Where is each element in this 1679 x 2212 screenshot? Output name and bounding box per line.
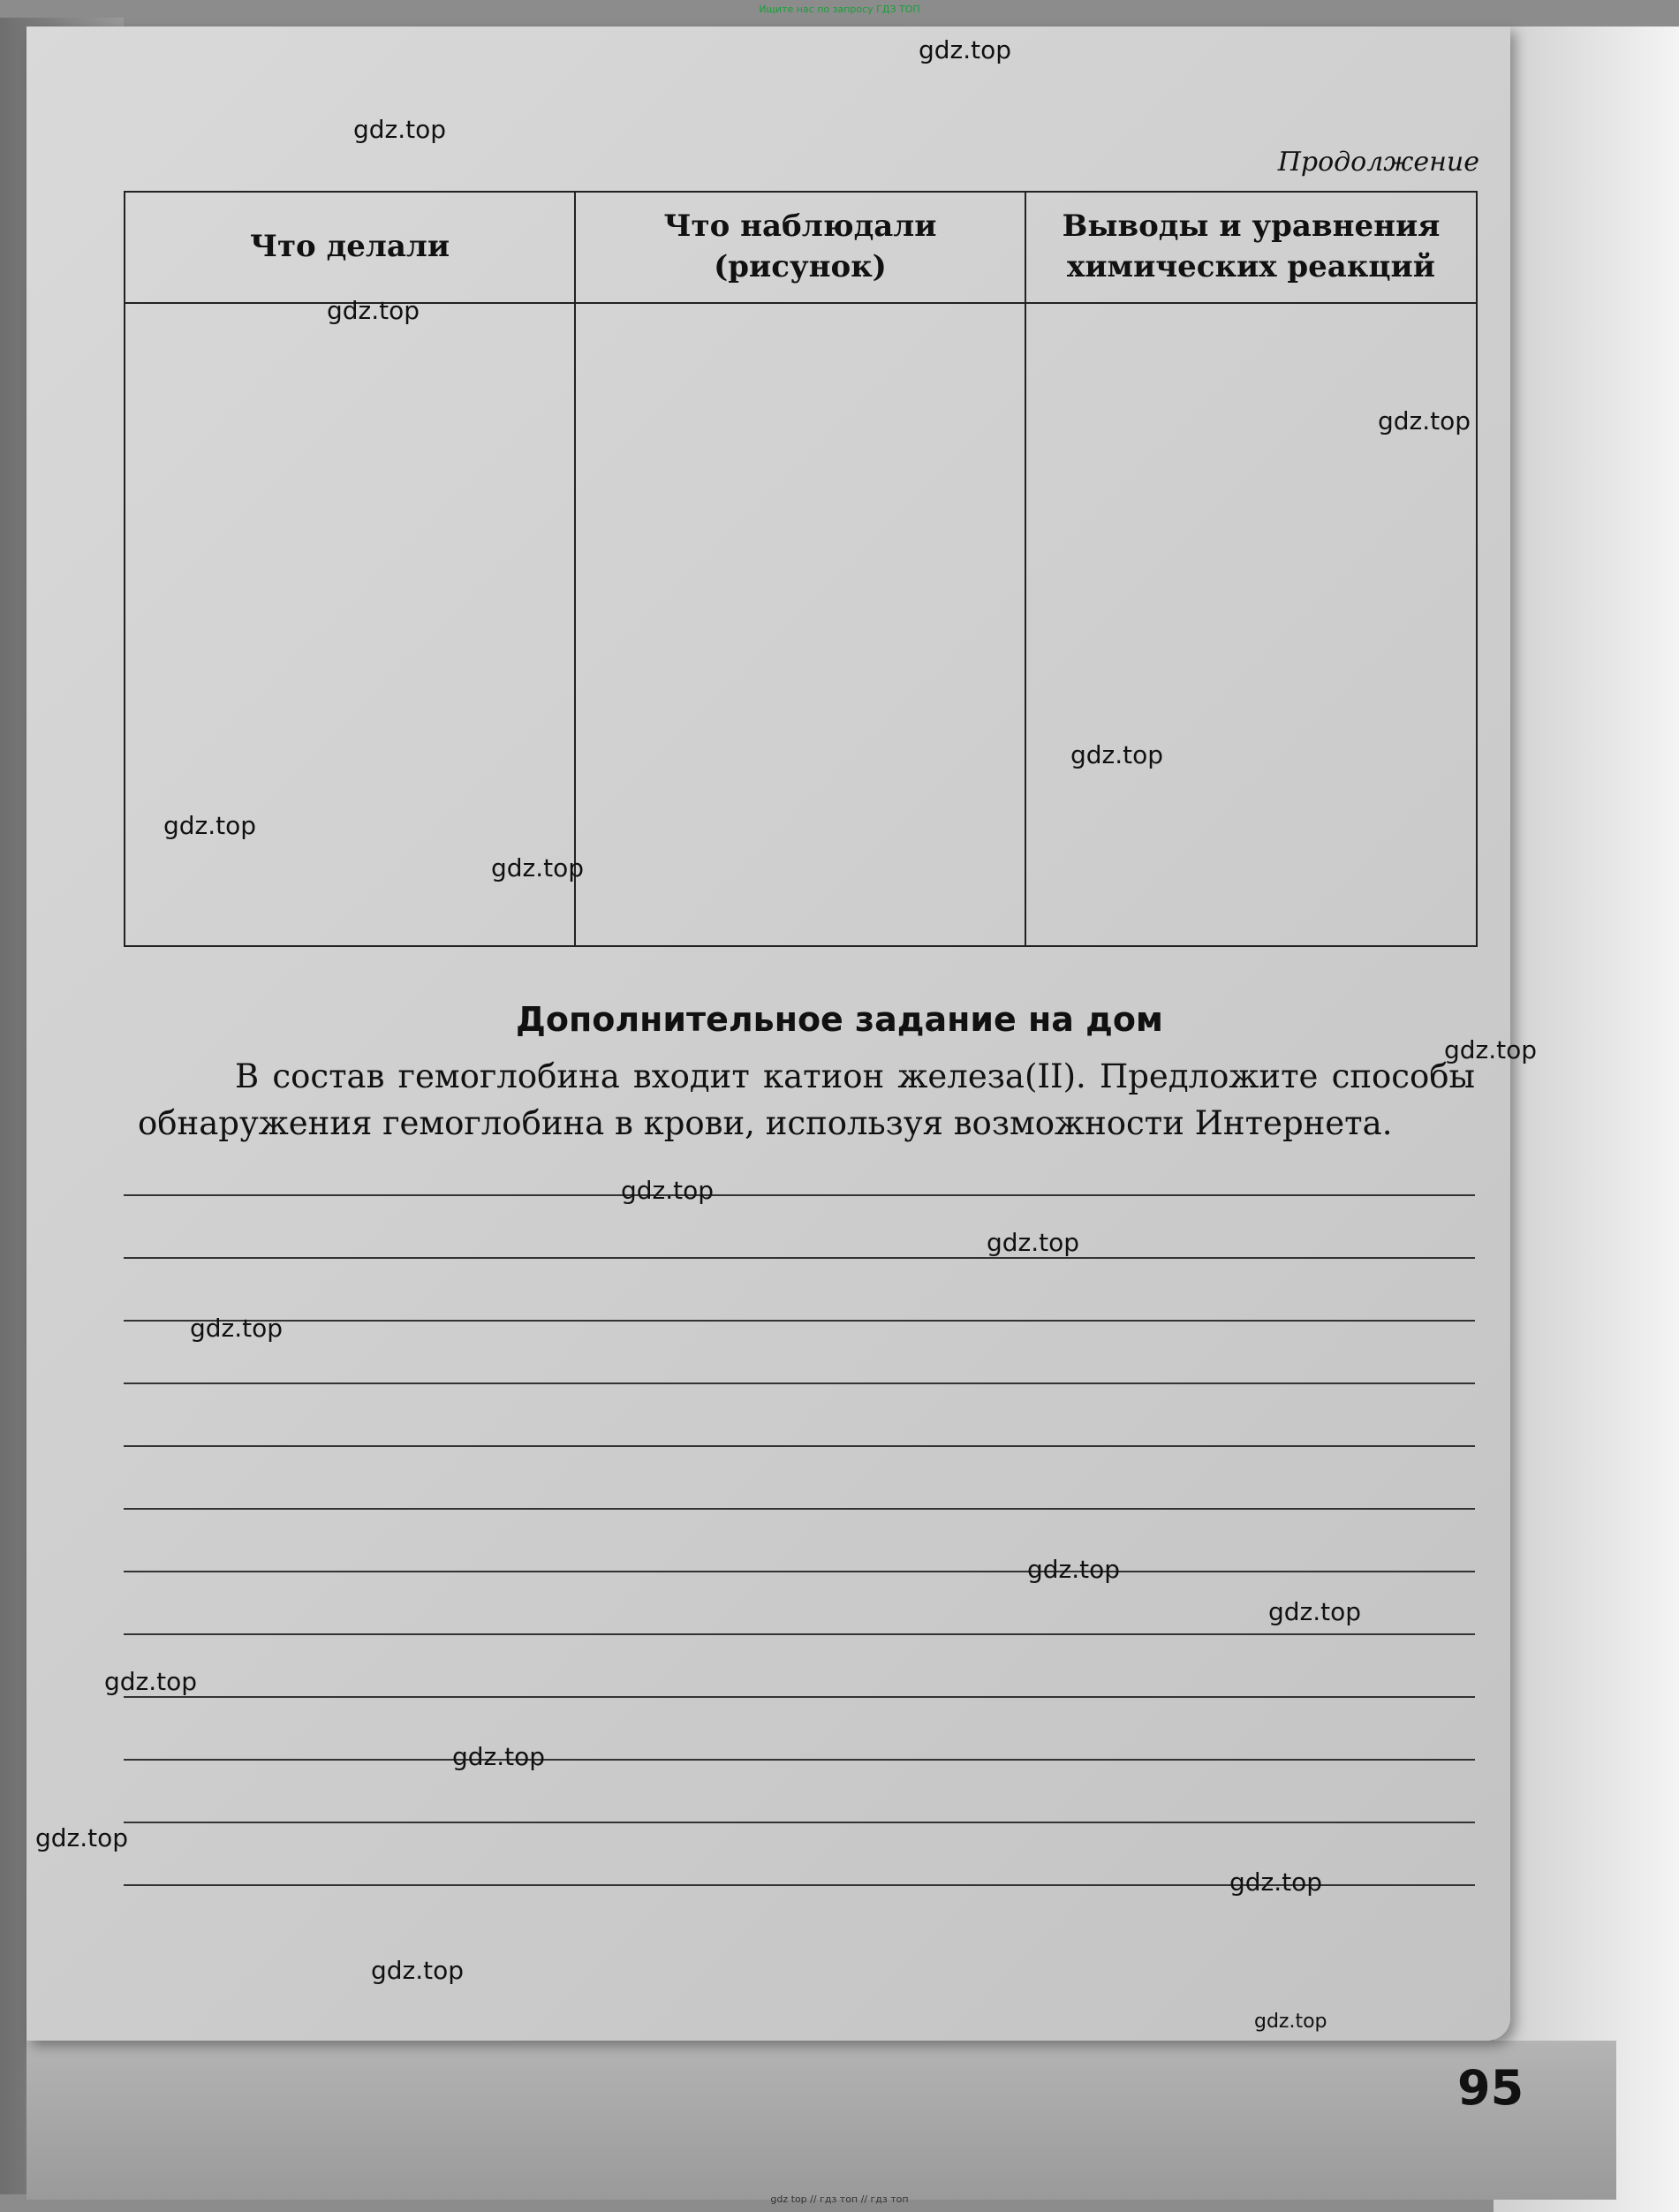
watermark: gdz.top (1070, 740, 1164, 769)
answer-line[interactable] (124, 1257, 1475, 1259)
watermark: gdz.top (371, 1956, 465, 1985)
answer-line[interactable] (124, 1759, 1475, 1761)
answer-line[interactable] (124, 1633, 1475, 1635)
watermark: gdz.top (104, 1667, 198, 1696)
watermark: gdz.top (1378, 406, 1471, 436)
top-banner[interactable]: Ищите нас по запросу ГДЗ ТОП (759, 4, 920, 15)
header-label: Что делали (249, 229, 450, 265)
watermark: gdz.top (190, 1314, 284, 1343)
answer-line[interactable] (124, 1194, 1475, 1196)
watermark: gdz.top (491, 853, 585, 883)
watermark: gdz.top (919, 35, 1012, 64)
watermark: gdz.top (327, 296, 420, 325)
watermark: gdz.top (987, 1228, 1080, 1257)
watermark: gdz.top (621, 1176, 715, 1205)
watermark: gdz.top (1027, 1555, 1121, 1584)
answer-cell-conclusions[interactable] (1025, 303, 1477, 946)
watermark: gdz.top (1444, 1035, 1538, 1064)
page-edge (1494, 27, 1679, 2212)
answer-line[interactable] (124, 1382, 1475, 1384)
footer-banner[interactable]: gdz top // гдз топ // гдз топ (770, 2193, 909, 2205)
header-label: Выводы и уравнения химических реакций (1062, 208, 1441, 284)
answer-line[interactable] (124, 1696, 1475, 1698)
answer-cell-what-observed[interactable] (575, 303, 1025, 946)
header-label: Что наблюдали (рисунок) (663, 208, 937, 284)
table-answer-row (125, 303, 1477, 946)
continuation-label: Продолжение (1277, 147, 1479, 178)
answer-lines[interactable] (124, 1194, 1475, 1947)
task-paragraph (138, 1053, 1475, 1147)
answer-line[interactable] (124, 1445, 1475, 1447)
answer-line[interactable] (124, 1822, 1475, 1823)
watermark: gdz.top (1268, 1597, 1362, 1626)
watermark: gdz.top (35, 1823, 129, 1852)
watermark: gdz.top (1254, 2011, 1327, 2033)
watermark: gdz.top (452, 1742, 546, 1771)
header-conclusions (1025, 192, 1477, 303)
answer-line[interactable] (124, 1571, 1475, 1572)
watermark: gdz.top (163, 811, 257, 840)
watermark: gdz.top (353, 115, 447, 144)
task-text: В состав гемоглобина входит катион железа(II). Предложите способы обнаружения гемоглобина в крови, используя возможности Интернета. (138, 1057, 1475, 1142)
answer-line[interactable] (124, 1320, 1475, 1322)
answer-line[interactable] (124, 1508, 1475, 1510)
table-header-row (125, 192, 1477, 303)
header-what-observed (575, 192, 1025, 303)
page-bottom-shadow (26, 2041, 1616, 2200)
page-number: 95 (1457, 2060, 1524, 2116)
section-title: Дополнительное задание на дом (516, 1000, 1163, 1039)
answer-cell-what-done[interactable] (125, 303, 575, 946)
header-what-done (125, 192, 575, 303)
watermark: gdz.top (1229, 1867, 1323, 1897)
